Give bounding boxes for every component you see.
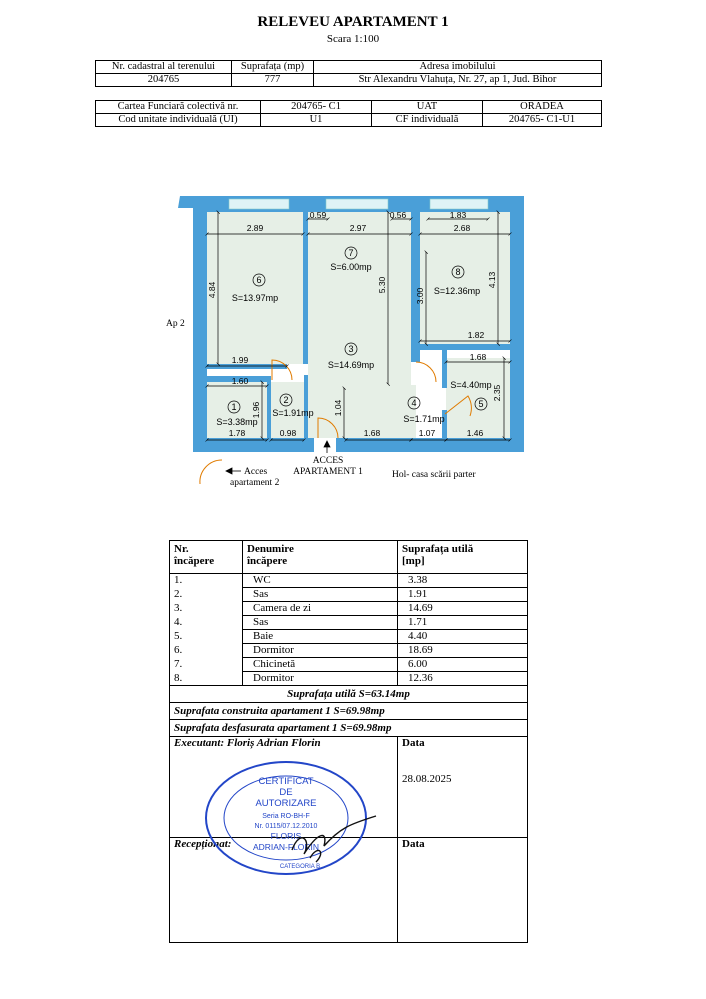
land-book-value: 204765- C1 <box>261 101 372 114</box>
room-4-area: S=1.71mp <box>403 414 445 424</box>
dim-1-83: 1.83 <box>449 210 467 220</box>
row-6-area: 18.69 <box>398 644 528 658</box>
stamp-category: CATEGORIA B <box>279 864 321 870</box>
col-name-header-line2: încăpere <box>247 555 288 567</box>
dim-2-35: 2.35 <box>492 384 502 402</box>
room-3-area: S=14.69mp <box>327 360 375 370</box>
executant-label: Executant: Floriș Adrian Florin <box>174 737 321 749</box>
cadastral-value: 204765 <box>96 74 232 87</box>
col-area-header-line2: [mp] <box>402 555 425 567</box>
built-area: Suprafata construita apartament 1 S=69.98mp <box>170 703 528 720</box>
row-3-nr: 3. <box>170 602 243 616</box>
row-5-nr: 5. <box>170 630 243 644</box>
address-header: Adresa imobilului <box>314 61 602 74</box>
stamp-line-4: Seria RO-BH-F <box>262 813 310 820</box>
area-value: 777 <box>232 74 314 87</box>
row-4-area: 1.71 <box>398 616 528 630</box>
row-7-name: Chicinetă <box>243 658 398 672</box>
date-cell <box>398 737 528 838</box>
dim-1-82: 1.82 <box>467 330 485 340</box>
room-5-area: S=4.40mp <box>450 380 492 390</box>
col-area-header <box>398 541 528 574</box>
row-6-nr: 6. <box>170 644 243 658</box>
stamp-line-3: AUTORIZARE <box>255 798 317 809</box>
dim-1-04: 1.04 <box>333 399 343 417</box>
col-name-header-line1: Denumire <box>247 543 294 555</box>
row-2-name: Sas <box>243 588 398 602</box>
row-4-nr: 4. <box>170 616 243 630</box>
dim-2-97: 2.97 <box>349 223 367 233</box>
room-3-number: 3 <box>348 344 354 354</box>
room-8-area: S=12.36mp <box>433 286 481 296</box>
cadastral-header: Nr. cadastral al terenului <box>96 61 232 74</box>
room-1-number: 1 <box>231 402 237 412</box>
row-5-area: 4.40 <box>398 630 528 644</box>
access-ap1-line1: ACCES <box>312 456 344 466</box>
total-usable-area: Suprafața utilă S=63.14mp <box>170 686 528 703</box>
room-2-area: S=1.91mp <box>272 408 314 418</box>
uat-label: UAT <box>372 101 483 114</box>
dim-1-96: 1.96 <box>251 401 261 419</box>
dim-3-00: 3.00 <box>415 287 425 305</box>
individual-cf-value: 204765- C1-U1 <box>483 114 602 127</box>
row-4-name: Sas <box>243 616 398 630</box>
row-3-area: 14.69 <box>398 602 528 616</box>
unit-code-value: U1 <box>261 114 372 127</box>
authorization-stamp <box>200 758 378 878</box>
stamp-line-2: DE <box>279 787 293 798</box>
address-value: Str Alexandru Vlahuța, Nr. 27, ap 1, Jud. Bihor <box>314 74 602 87</box>
unit-code-label: Cod unitate individuală (UI) <box>96 114 261 127</box>
row-6-name: Dormitor <box>243 644 398 658</box>
dim-2-89: 2.89 <box>246 223 264 233</box>
date-label-2: Data <box>402 838 425 850</box>
row-5-name: Baie <box>243 630 398 644</box>
apartment-2-side-label: Ap 2 <box>166 319 185 329</box>
access-ap1-line2: APARTAMENT 1 <box>293 467 363 477</box>
document-title: RELEVEU APARTAMENT 1 <box>257 14 449 30</box>
row-8-area: 12.36 <box>398 672 528 686</box>
access-ap2-line2: apartament 2 <box>230 478 280 488</box>
row-1-name: WC <box>243 574 398 588</box>
dim-0-98: 0.98 <box>279 428 297 438</box>
room-8-number: 8 <box>455 267 461 277</box>
room-5-number: 5 <box>478 399 484 409</box>
row-1-area: 3.38 <box>398 574 528 588</box>
dim-1-68-bottom: 1.68 <box>363 428 381 438</box>
stairwell-label: Hol- casa scării parter <box>392 470 476 480</box>
document-scale: Scara 1:100 <box>326 33 380 45</box>
row-8-name: Dormitor <box>243 672 398 686</box>
row-8-nr: 8. <box>170 672 243 686</box>
dim-1-68-top: 1.68 <box>469 352 487 362</box>
dim-1-60: 1.60 <box>231 376 249 386</box>
row-7-area: 6.00 <box>398 658 528 672</box>
stamp-line-5: Nr. 0115/07.12.2010 <box>254 823 318 830</box>
room-2-number: 2 <box>283 395 289 405</box>
col-nr-header-line1: Nr. <box>174 543 189 555</box>
dim-0-56: 0.56 <box>389 210 407 220</box>
uat-value: ORADEA <box>483 101 602 114</box>
date-label: Data <box>402 737 425 749</box>
room-1-area: S=3.38mp <box>216 417 258 427</box>
row-3-name: Camera de zi <box>243 602 398 616</box>
rooms-table <box>169 540 528 943</box>
col-nr-header-line2: încăpere <box>174 555 215 567</box>
stamp-line-1: CERTIFICAT <box>258 776 314 787</box>
dim-5-30: 5.30 <box>377 276 387 294</box>
individual-cf-label: CF individuală <box>372 114 483 127</box>
date-value: 28.08.2025 <box>402 773 452 785</box>
room-7-area: S=6.00mp <box>330 262 372 272</box>
dim-4-84: 4.84 <box>207 281 217 299</box>
col-name-header <box>243 541 398 574</box>
dim-4-13: 4.13 <box>487 271 497 289</box>
dim-1-99: 1.99 <box>231 355 249 365</box>
col-area-header-line1: Suprafața utilă <box>402 543 474 555</box>
access-ap2-line1: Acces <box>244 467 268 477</box>
row-2-nr: 2. <box>170 588 243 602</box>
dim-1-46: 1.46 <box>466 428 484 438</box>
area-header: Suprafața (mp) <box>232 61 314 74</box>
room-6-area: S=13.97mp <box>231 293 279 303</box>
row-1-nr: 1. <box>170 574 243 588</box>
dim-1-78: 1.78 <box>228 428 246 438</box>
windows <box>229 199 488 209</box>
receptionat-label: Recepționat: <box>174 838 232 850</box>
room-7-number: 7 <box>348 248 354 258</box>
land-book-label: Cartea Funciară colectivă nr. <box>96 101 261 114</box>
row-7-nr: 7. <box>170 658 243 672</box>
date-cell-2 <box>398 838 528 943</box>
row-2-area: 1.91 <box>398 588 528 602</box>
developed-area: Suprafata desfasurata apartament 1 S=69.98mp <box>170 720 528 737</box>
dim-0-59: 0.59 <box>309 210 327 220</box>
stamp-line-6: FLORIȘ <box>270 831 302 841</box>
room-6-number: 6 <box>256 275 262 285</box>
stamp-text <box>253 776 320 870</box>
dim-2-68: 2.68 <box>453 223 471 233</box>
col-nr-header <box>170 541 243 574</box>
stamp-line-7: ADRIAN-FLORIN <box>252 842 320 852</box>
room-4-number: 4 <box>411 398 417 408</box>
dim-1-07: 1.07 <box>418 428 436 438</box>
